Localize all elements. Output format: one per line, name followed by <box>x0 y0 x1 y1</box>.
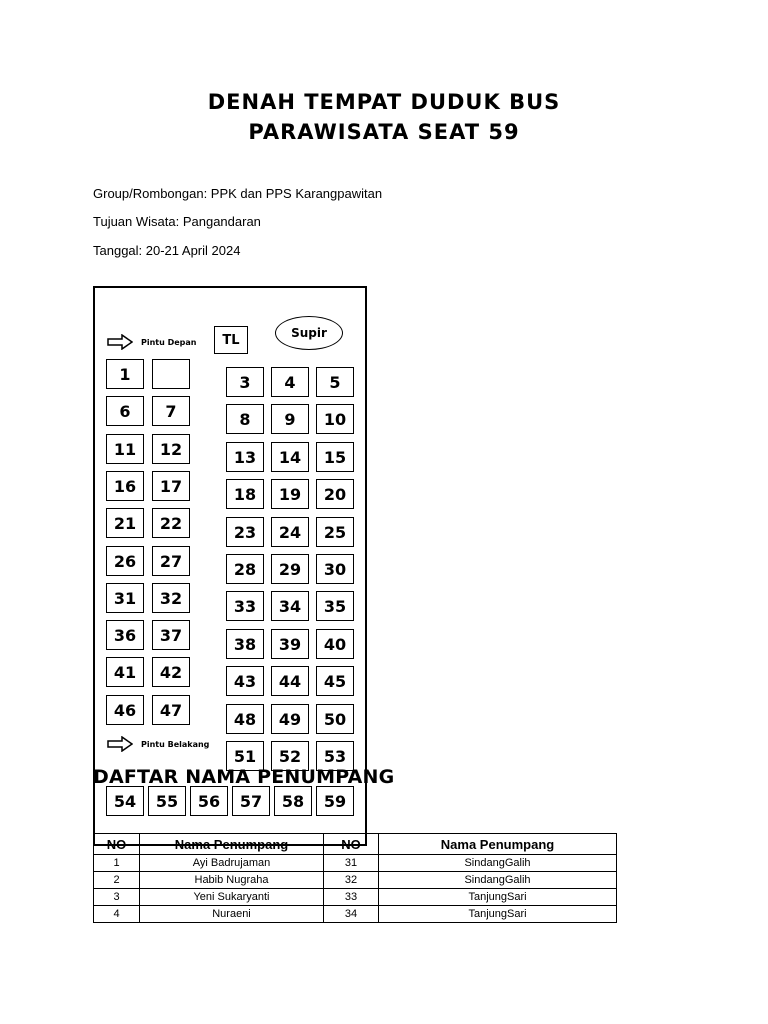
seat: 37 <box>152 620 190 650</box>
cell-name: SindangGalih <box>379 855 617 872</box>
seat: 5 <box>316 367 354 397</box>
back-door-label: Pintu Belakang <box>141 739 210 749</box>
cell-name: TanjungSari <box>379 906 617 923</box>
driver-seat: Supir <box>275 316 343 350</box>
seat: 12 <box>152 434 190 464</box>
cell-name: SindangGalih <box>379 872 617 889</box>
front-door-label: Pintu Depan <box>141 337 197 347</box>
cell-no: 3 <box>94 889 140 906</box>
seat: 41 <box>106 657 144 687</box>
seat: 47 <box>152 695 190 725</box>
seat: 15 <box>316 442 354 472</box>
seat: 13 <box>226 442 264 472</box>
seat: 34 <box>271 591 309 621</box>
cell-name: Ayi Badrujaman <box>140 855 324 872</box>
seat: 26 <box>106 546 144 576</box>
seat: 58 <box>274 786 312 816</box>
table-header-row <box>94 834 617 855</box>
seat: 17 <box>152 471 190 501</box>
seat: 8 <box>226 404 264 434</box>
seat: 50 <box>316 704 354 734</box>
seat: 52 <box>271 741 309 771</box>
seat: 11 <box>106 434 144 464</box>
cell-no: 2 <box>94 872 140 889</box>
col-header-name: Nama Penumpang <box>379 834 617 855</box>
passenger-table <box>93 833 617 923</box>
seat: 7 <box>152 396 190 426</box>
seat: 27 <box>152 546 190 576</box>
seat: 55 <box>148 786 186 816</box>
seat: 22 <box>152 508 190 538</box>
seat: 57 <box>232 786 270 816</box>
table-row <box>94 906 617 923</box>
table-row <box>94 855 617 872</box>
passenger-list-heading: DAFTAR NAMA PENUMPANG <box>93 766 395 788</box>
seat: 4 <box>271 367 309 397</box>
seat: 44 <box>271 666 309 696</box>
seat: 14 <box>271 442 309 472</box>
cell-name: Habib Nugraha <box>140 872 324 889</box>
destination-info: Tujuan Wisata: Pangandaran <box>93 214 261 229</box>
front-door <box>107 334 197 350</box>
right-arrow-icon <box>107 736 133 752</box>
page-title-line2: PARAWISATA SEAT 59 <box>248 120 520 144</box>
right-arrow-icon <box>107 334 133 350</box>
seat: 6 <box>106 396 144 426</box>
col-header-no: NO <box>324 834 379 855</box>
cell-name: Yeni Sukaryanti <box>140 889 324 906</box>
tour-leader-seat: TL <box>214 326 248 354</box>
seat: 24 <box>271 517 309 547</box>
seat: 49 <box>271 704 309 734</box>
seat: 33 <box>226 591 264 621</box>
seat: 18 <box>226 479 264 509</box>
seat: 25 <box>316 517 354 547</box>
date-info: Tanggal: 20-21 April 2024 <box>93 243 241 258</box>
seat: 29 <box>271 554 309 584</box>
cell-no: 33 <box>324 889 379 906</box>
seat: 53 <box>316 741 354 771</box>
table-row <box>94 872 617 889</box>
page-title-line1: DENAH TEMPAT DUDUK BUS <box>207 90 561 114</box>
col-header-name: Nama Penumpang <box>140 834 324 855</box>
seat: 48 <box>226 704 264 734</box>
back-door <box>107 736 209 752</box>
seat: 38 <box>226 629 264 659</box>
seat: 1 <box>106 359 144 389</box>
seat: 20 <box>316 479 354 509</box>
seat: 23 <box>226 517 264 547</box>
cell-no: 32 <box>324 872 379 889</box>
seat: 40 <box>316 629 354 659</box>
seat: 9 <box>271 404 309 434</box>
cell-no: 31 <box>324 855 379 872</box>
seat <box>152 359 190 389</box>
seat: 39 <box>271 629 309 659</box>
seat: 46 <box>106 695 144 725</box>
seat: 45 <box>316 666 354 696</box>
col-header-no: NO <box>94 834 140 855</box>
seat: 21 <box>106 508 144 538</box>
cell-no: 34 <box>324 906 379 923</box>
cell-name: TanjungSari <box>379 889 617 906</box>
seat: 28 <box>226 554 264 584</box>
seat: 51 <box>226 741 264 771</box>
seat: 16 <box>106 471 144 501</box>
seat: 59 <box>316 786 354 816</box>
seat: 35 <box>316 591 354 621</box>
seat: 36 <box>106 620 144 650</box>
seat: 10 <box>316 404 354 434</box>
seat: 31 <box>106 583 144 613</box>
seat: 3 <box>226 367 264 397</box>
group-info: Group/Rombongan: PPK dan PPS Karangpawitan <box>93 186 383 201</box>
seat: 30 <box>316 554 354 584</box>
seat: 54 <box>106 786 144 816</box>
cell-no: 4 <box>94 906 140 923</box>
seat: 43 <box>226 666 264 696</box>
seat: 56 <box>190 786 228 816</box>
seat: 19 <box>271 479 309 509</box>
seat: 42 <box>152 657 190 687</box>
cell-name: Nuraeni <box>140 906 324 923</box>
table-row <box>94 889 617 906</box>
seat: 32 <box>152 583 190 613</box>
bus-seat-map <box>93 286 367 846</box>
cell-no: 1 <box>94 855 140 872</box>
